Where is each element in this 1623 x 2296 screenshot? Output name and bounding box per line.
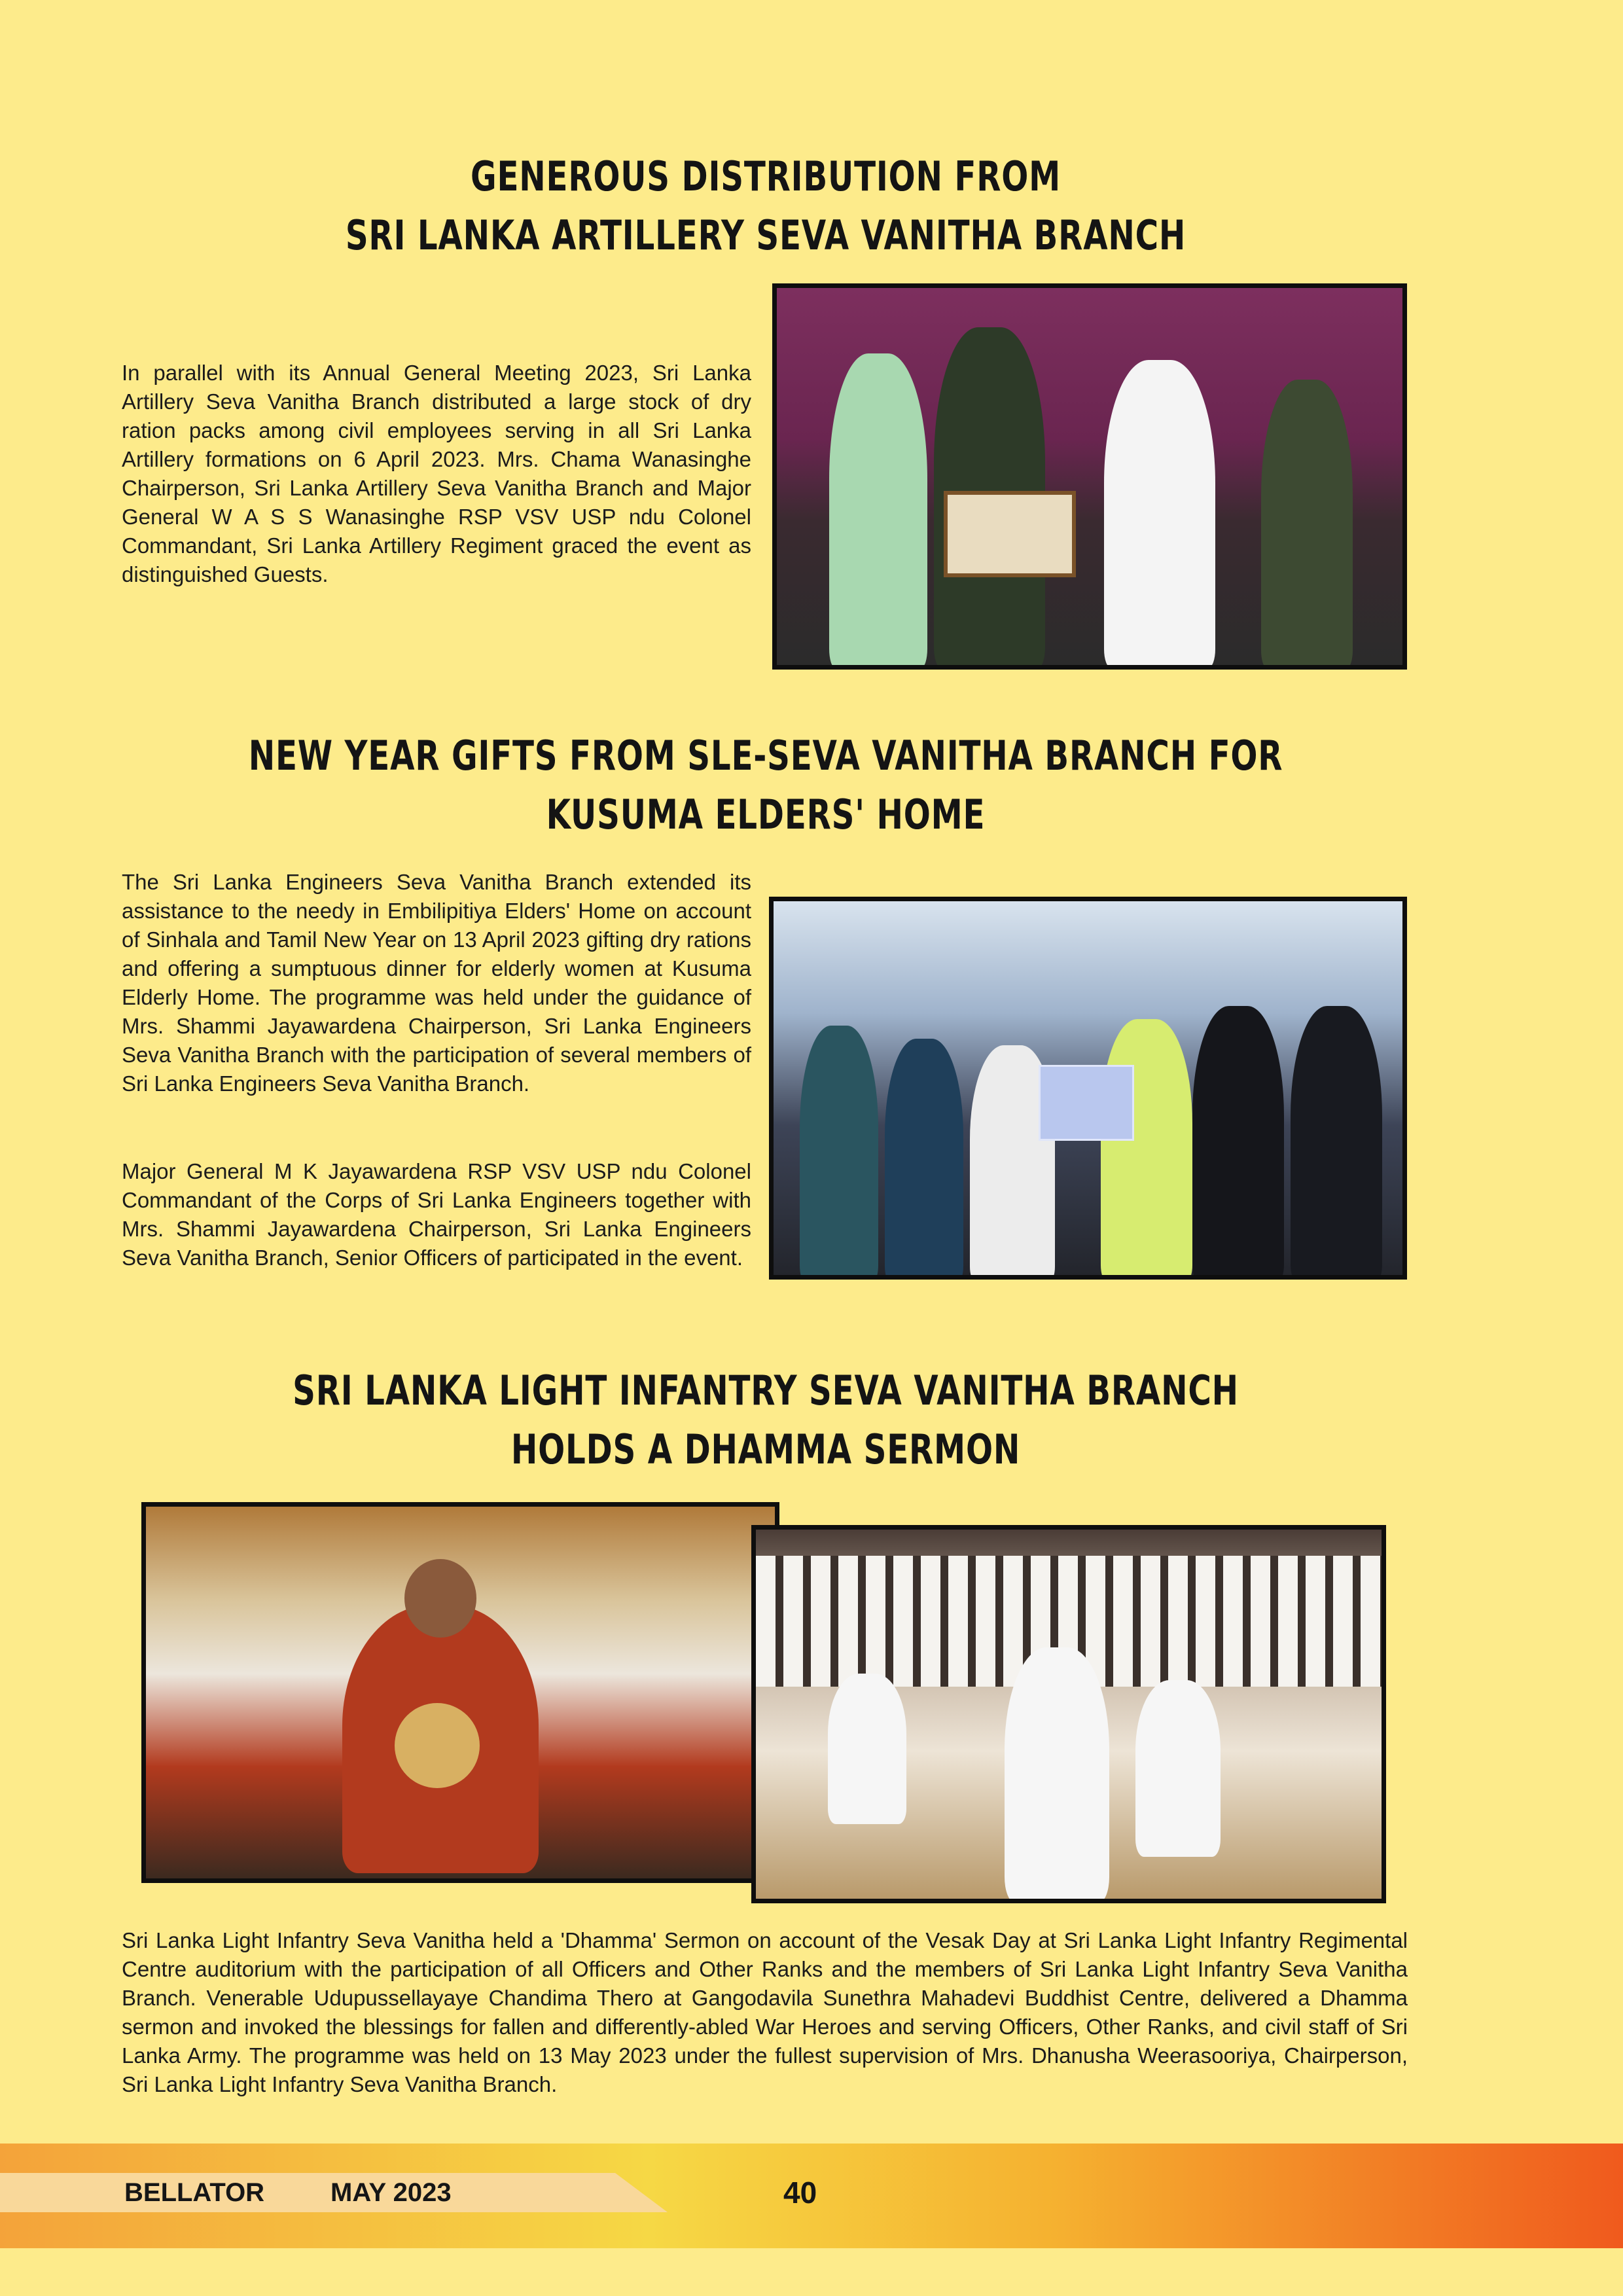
ritual-fan bbox=[395, 1703, 480, 1788]
article-3-paragraph: Sri Lanka Light Infantry Seva Vanitha held a 'Dhamma' Sermon on account of the Vesak Day at Sri Lanka Light Infantry Regimental Centre auditorium with the participation of all Officers and Other Ranks and the members of Sri Lanka Light Infantry Seva Vanitha Branch. Venerable Udupussellayaye Chandima Thero at Gangodavila Sunethra Mahadevi Buddhist Centre, delivered a Dhamma sermon and invoked the blessings for fallen and differently-abled War Heroes and serving Officers, Other Ranks, and civil staff of Sri Lanka Army. The programme was held on 13 May 2023 under the fullest supervision of Mrs. Dhanusha Weerasooriya, Chairperson, Sri Lanka Light Infantry Seva Vanitha Branch. bbox=[122, 1928, 1408, 2096]
photo-figure bbox=[800, 1026, 878, 1280]
photo-figure bbox=[885, 1039, 963, 1280]
article-3-heading-line-2: HOLDS A DHAMMA SERMON bbox=[510, 1426, 1021, 1473]
article-1-heading-line-2: SRI LANKA ARTILLERY SEVA VANITHA BRANCH bbox=[345, 211, 1186, 259]
photo-figure bbox=[1104, 360, 1215, 668]
gift-package bbox=[1039, 1065, 1134, 1141]
article-1-heading-line-1: GENEROUS DISTRIBUTION FROM bbox=[470, 152, 1061, 200]
article-3-photo-left bbox=[141, 1502, 779, 1883]
footer-magazine-name: BELLATOR bbox=[124, 2178, 265, 2207]
photo-figure bbox=[829, 353, 927, 668]
article-2-paragraph-1: The Sri Lanka Engineers Seva Vanitha Branch extended its assistance to the needy in Embilipitiya Elders' Home on account of Sinhala and Tamil New Year on 13 April 2023 gifting dry rations and offering a sumptuous dinner for elderly women at Kusuma Elderly Home. The programme was held under the guidance of Mrs. Shammi Jayawardena Chairperson, Sri Lanka Engineers Seva Vanitha Branch with the participation of several members of Sri Lanka Engineers Seva Vanitha Branch. bbox=[122, 870, 751, 1096]
article-2-heading bbox=[168, 726, 1363, 844]
photo-figure bbox=[1261, 380, 1353, 668]
footer-issue: MAY 2023 bbox=[330, 2178, 452, 2207]
photo-figure bbox=[1192, 1006, 1284, 1280]
seated-women bbox=[1135, 1680, 1221, 1857]
seated-women bbox=[828, 1674, 906, 1824]
seated-women bbox=[1005, 1647, 1109, 1903]
article-2-heading-line-1: NEW YEAR GIFTS FROM SLE-SEVA VANITHA BRANCH FOR bbox=[248, 732, 1283, 780]
article-3-heading bbox=[168, 1361, 1363, 1479]
article-2-heading-line-2: KUSUMA ELDERS' HOME bbox=[546, 791, 986, 838]
article-2-photo bbox=[769, 897, 1407, 1280]
article-1-heading bbox=[168, 147, 1363, 265]
certificate-frame bbox=[944, 491, 1076, 577]
article-2-paragraph-2: Major General M K Jayawardena RSP VSV USP ndu Colonel Commandant of the Corps of Sri Lanka Engineers together with Mrs. Shammi Jayawardena Chairperson, Sri Lanka Engineers Seva Vanitha Branch, Senior Officers of participated in the event. bbox=[122, 1159, 751, 1270]
article-3-heading-line-1: SRI LANKA LIGHT INFANTRY SEVA VANITHA BRANCH bbox=[293, 1367, 1239, 1414]
article-1-paragraph: In parallel with its Annual General Meeting 2023, Sri Lanka Artillery Seva Vanitha Branch distributed a large stock of dry ration packs among civil employees serving in all Sri Lanka Artillery formations on 6 April 2023. Mrs. Chama Wanasinghe Chairperson, Sri Lanka Artillery Seva Vanitha Branch and Major General W A S S Wanasinghe RSP VSV USP ndu Colonel Commandant, Sri Lanka Artillery Regiment graced the event as distinguished Guests. bbox=[122, 361, 751, 586]
monk-head bbox=[404, 1559, 476, 1638]
photo-figure bbox=[1101, 1019, 1192, 1280]
page-number: 40 bbox=[783, 2176, 817, 2210]
photo-figure bbox=[1291, 1006, 1382, 1280]
article-3-photo-right bbox=[751, 1525, 1386, 1903]
article-1-photo bbox=[772, 283, 1407, 670]
